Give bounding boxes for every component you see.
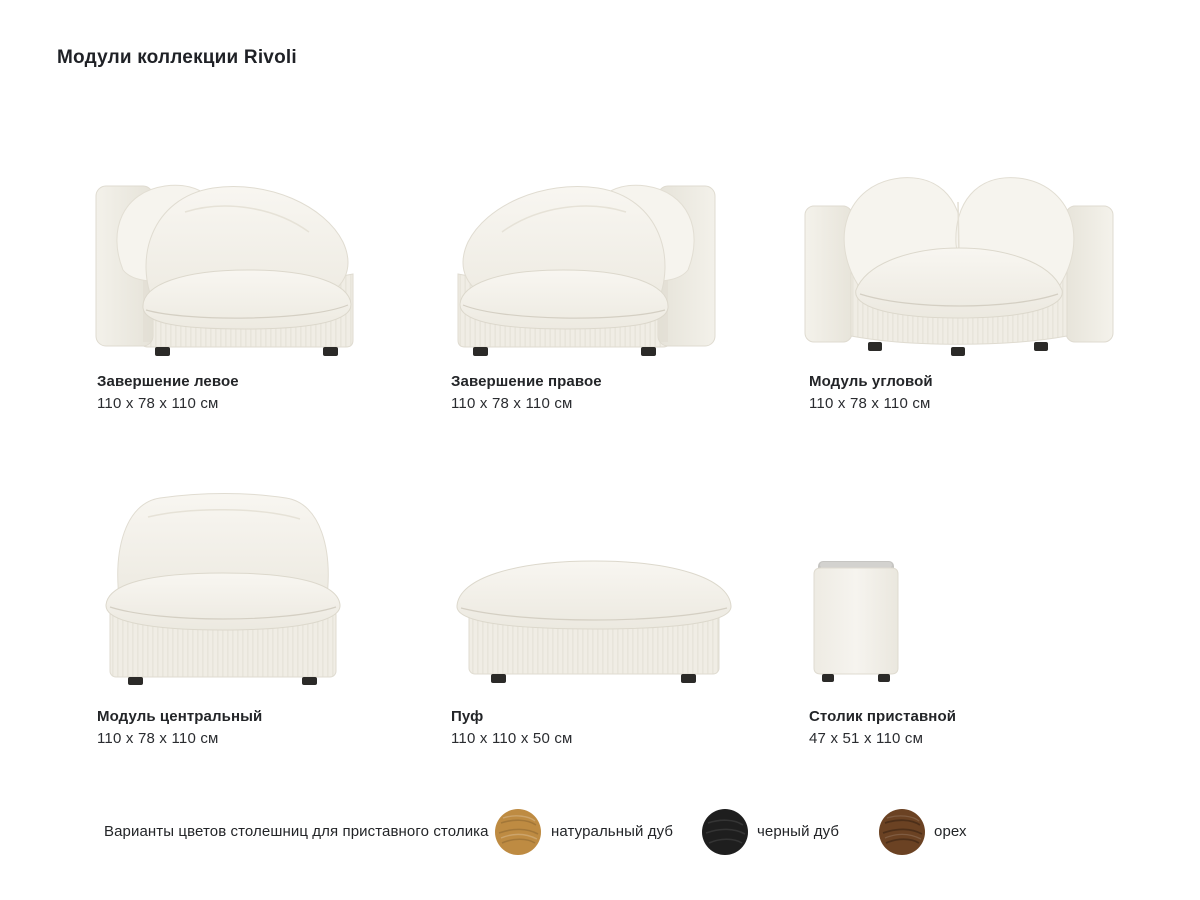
product-name: Завершение левое	[97, 373, 239, 390]
color-option-label: орех	[934, 823, 967, 840]
product-dimensions: 110 x 78 x 110 см	[809, 395, 931, 412]
product-name: Столик приставной	[809, 708, 957, 725]
tabletop-colors-label: Варианты цветов столешниц для приставного столика	[104, 823, 489, 840]
color-option-label: черный дуб	[757, 823, 840, 840]
page-title: Модули коллекции Rivoli	[57, 47, 297, 68]
sofa-left-end-illustration	[93, 150, 363, 362]
product-dimensions: 110 x 110 x 50 см	[451, 730, 573, 747]
product-name: Модуль центральный	[97, 708, 263, 725]
product-dimensions: 110 x 78 x 110 см	[451, 395, 573, 412]
sofa-central-illustration	[90, 487, 356, 685]
pouf-illustration	[445, 548, 743, 685]
color-option-label: натуральный дуб	[551, 823, 674, 840]
product-dimensions: 110 x 78 x 110 см	[97, 730, 219, 747]
product-name: Модуль угловой	[809, 373, 933, 390]
sofa-corner-illustration	[800, 148, 1118, 364]
product-dimensions: 47 x 51 x 110 см	[809, 730, 924, 747]
product-name: Завершение правое	[451, 373, 602, 390]
side-table-illustration	[806, 558, 906, 685]
color-swatch-black-oak-icon	[702, 809, 748, 855]
product-dimensions: 110 x 78 x 110 см	[97, 395, 219, 412]
sofa-right-end-illustration	[448, 150, 718, 362]
product-name: Пуф	[451, 708, 484, 725]
color-swatch-walnut-icon	[879, 809, 925, 855]
color-swatch-natural-oak-icon	[495, 809, 541, 855]
